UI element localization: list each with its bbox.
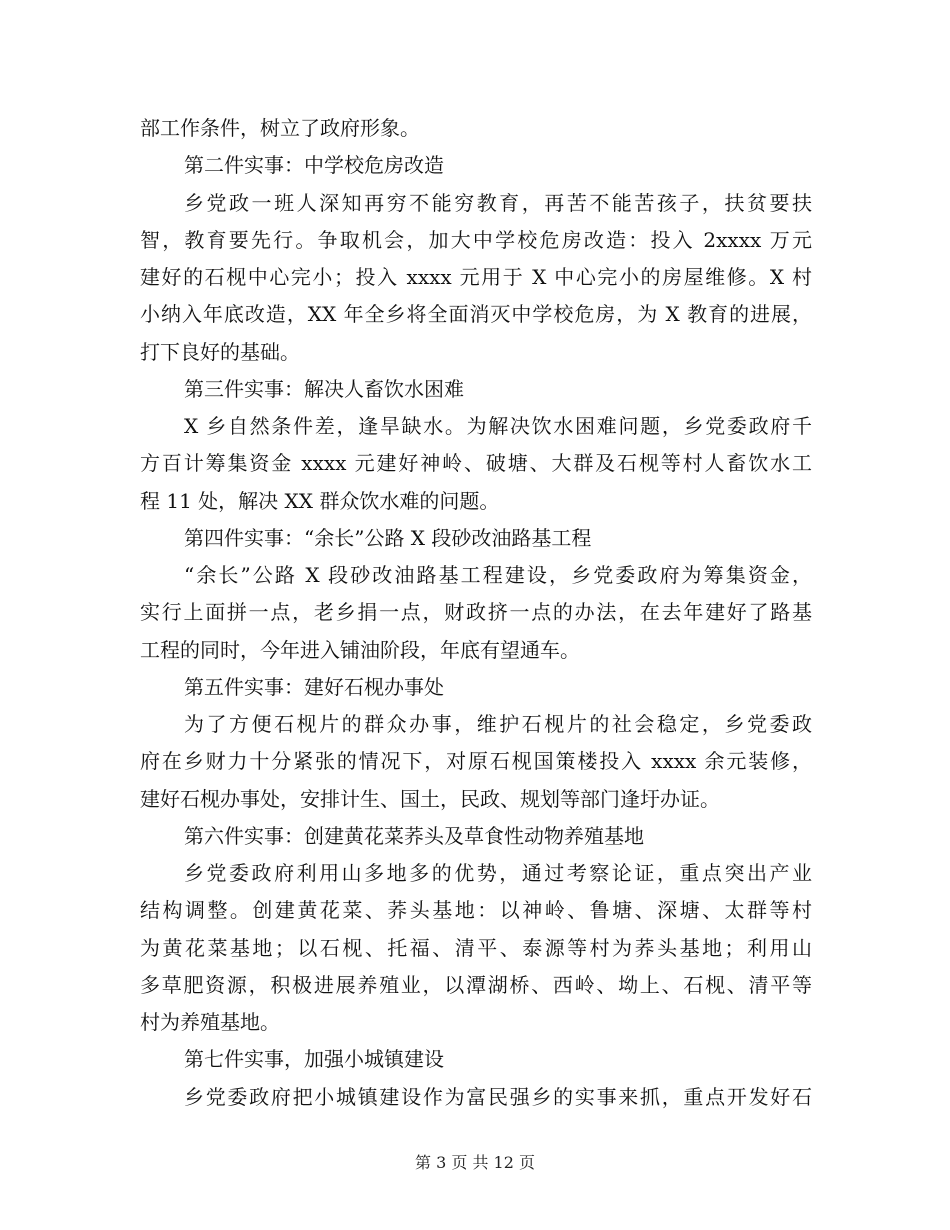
body-text bbox=[140, 110, 812, 1116]
text-line: 第四件实事：“余长”公路 X 段砂改油路基工程 bbox=[184, 525, 592, 550]
text-line: “余长”公路 X 段砂改油路基工程建设，乡党委政府为筹集资金， bbox=[184, 563, 812, 587]
text-line: 乡党委政府利用山多地多的优势，通过考察论证，重点突出产业 bbox=[184, 861, 812, 885]
text-line: 第三件实事：解决人畜饮水困难 bbox=[184, 376, 464, 401]
text-line: 建好的石枧中心完小；投入 xxxx 元用于 X 中心完小的房屋维修。X 村 bbox=[140, 265, 812, 289]
text-line: 乡党委政府把小城镇建设作为富民强乡的实事来抓，重点开发好石 bbox=[184, 1084, 812, 1109]
text-line: 为黄花菜基地；以石枧、托福、清平、泰源等村为荞头基地；利用山 bbox=[140, 935, 812, 960]
text-line: 程 11 处，解决 XX 群众饮水难的问题。 bbox=[140, 488, 500, 513]
text-line: 第二件实事：中学校危房改造 bbox=[184, 153, 444, 178]
text-line: 打下良好的基础。 bbox=[140, 339, 300, 364]
text-line: 结构调整。创建黄花菜、荞头基地：以神岭、鲁塘、深塘、太群等村 bbox=[140, 898, 812, 923]
text-line: 第六件实事：创建黄花菜荞头及草食性动物养殖基地 bbox=[184, 823, 644, 848]
text-line: 多草肥资源，积极进展养殖业，以潭湖桥、西岭、坳上、石枧、清平等 bbox=[140, 972, 812, 997]
text-line: 为了方便石枧片的群众办事，维护石枧片的社会稳定，乡党委政 bbox=[184, 712, 812, 736]
text-line: 部工作条件，树立了政府形象。 bbox=[140, 116, 420, 140]
text-line: 建好石枧办事处，安排计生、国土，民政、规划等部门逢圩办证。 bbox=[140, 786, 720, 811]
text-line: 实行上面拼一点，老乡捐一点，财政挤一点的办法，在去年建好了路基 bbox=[140, 600, 812, 625]
page-footer: 第 3 页 共 12 页 bbox=[415, 1153, 535, 1172]
text-line: X 乡自然条件差，逢旱缺水。为解决饮水困难问题，乡党委政府千 bbox=[184, 414, 812, 438]
text-line: 村为养殖基地。 bbox=[140, 1010, 280, 1034]
text-line: 智，教育要先行。争取机会，加大中学校危房改造：投入 2xxxx 万元 bbox=[140, 227, 812, 252]
text-line: 乡党政一班人深知再穷不能穷教育，再苦不能苦孩子，扶贫要扶 bbox=[184, 190, 812, 215]
text-line: 第五件实事：建好石枧办事处 bbox=[184, 674, 444, 699]
text-line: 工程的同时，今年进入铺油阶段，年底有望通车。 bbox=[140, 637, 580, 662]
text-line: 府在乡财力十分紧张的情况下，对原石枧国策楼投入 xxxx 余元装修， bbox=[140, 749, 812, 774]
text-line: 小纳入年底改造，XX 年全乡将全面消灭中学校危房，为 X 教育的进展， bbox=[140, 302, 812, 327]
text-line: 方百计筹集资金 xxxx 元建好神岭、破塘、大群及石枧等村人畜饮水工 bbox=[140, 451, 812, 476]
text-line: 第七件实事，加强小城镇建设 bbox=[184, 1047, 444, 1072]
